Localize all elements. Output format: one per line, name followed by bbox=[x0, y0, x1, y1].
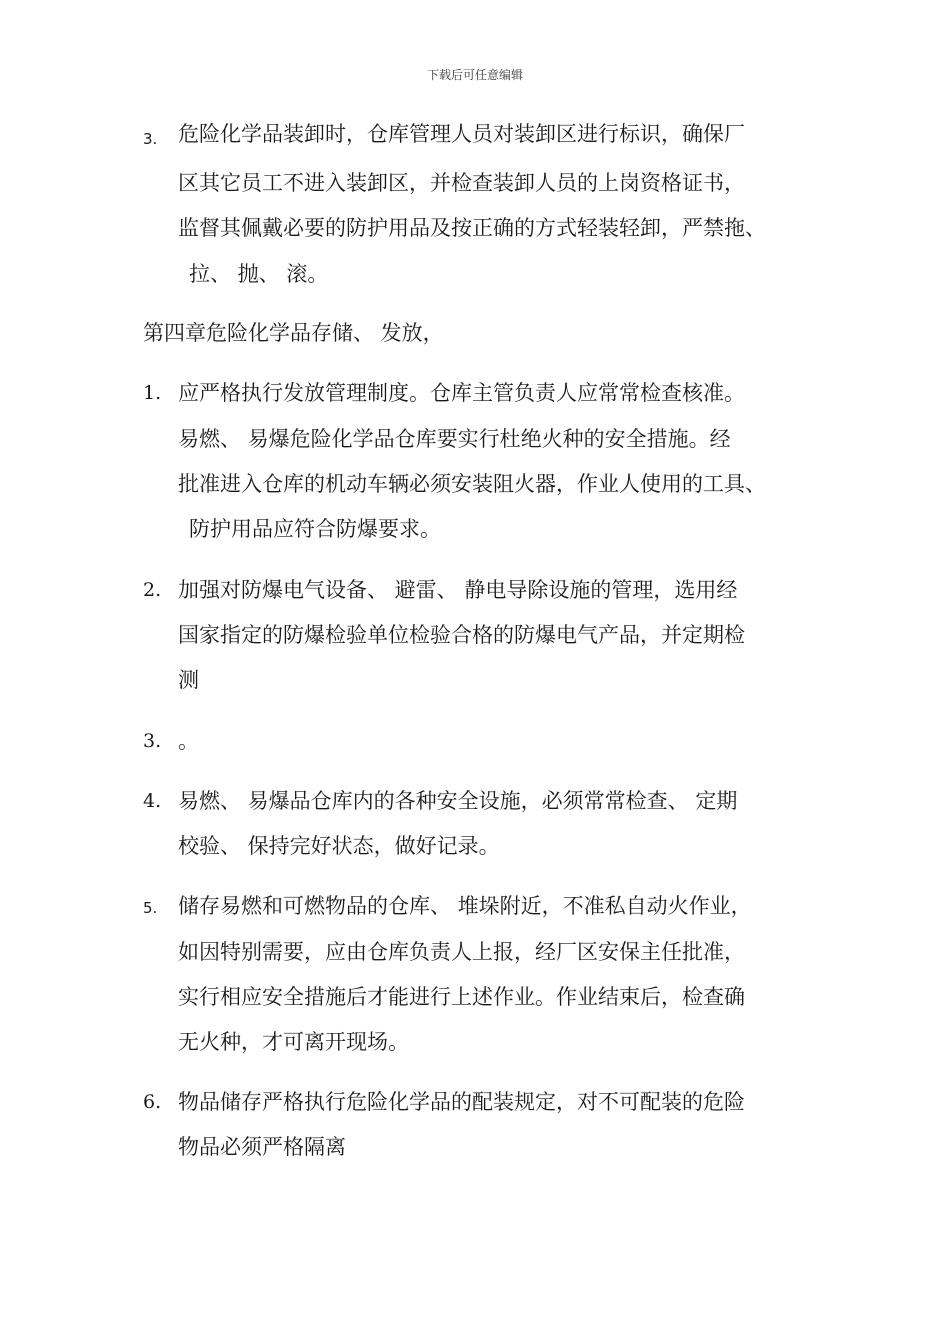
list-item-line: 校验、 保持完好状态，做好记录。 bbox=[178, 834, 500, 858]
list-item-line: 加强对防爆电气设备、 避雷、 静电导除设施的管理，选用经 bbox=[178, 578, 738, 602]
list-item-line: 实行相应安全措施后才能进行上述作业。作业结束后，检查确 bbox=[178, 985, 745, 1009]
list-item-number: 6. bbox=[143, 1091, 162, 1113]
chapter-heading: 第四章危险化学品存储、 发放， bbox=[143, 321, 444, 345]
list-item-line: 应严格执行发放管理制度。仓库主管负责人应常常检查核准。 bbox=[178, 381, 745, 405]
list-item-line: 国家指定的防爆检验单位检验合格的防爆电气产品，并定期检 bbox=[178, 623, 745, 647]
list-item-number: 4. bbox=[143, 790, 162, 812]
page-header: 下载后可任意编辑 bbox=[426, 68, 523, 82]
list-item-line: 。 bbox=[178, 729, 199, 753]
list-item-line: 储存易燃和可燃物品的仓库、 堆垛附近，不准私自动火作业， bbox=[178, 894, 752, 918]
item-text-line: 区其它员工不进入装卸区，并检查装卸人员的上岗资格证书， bbox=[178, 171, 745, 195]
list-item-line: 测 bbox=[178, 668, 199, 692]
list-item-line: 物品必须严格隔离 bbox=[178, 1135, 346, 1159]
item-text-line: 危险化学品装卸时，仓库管理人员对装卸区进行标识，确保厂 bbox=[178, 122, 745, 146]
list-item-number: 3. bbox=[143, 730, 162, 752]
list-item-line: 无火种，才可离开现场。 bbox=[178, 1030, 409, 1054]
list-item-line: 批准进入仓库的机动车辆必须安装阻火器，作业人使用的工具、 bbox=[178, 472, 766, 496]
list-item-line: 如因特别需要，应由仓库负责人上报，经厂区安保主任批准， bbox=[178, 940, 745, 964]
list-item-number: 1. bbox=[143, 382, 162, 404]
item-text-line: 监督其佩戴必要的防护用品及按正确的方式轻装轻卸，严禁拖、 bbox=[178, 216, 766, 240]
list-item-line: 防护用品应符合防爆要求。 bbox=[189, 517, 441, 541]
item-number: 3. bbox=[143, 130, 158, 148]
list-item-line: 易燃、 易爆品仓库内的各种安全设施，必须常常检查、 定期 bbox=[178, 789, 738, 813]
list-item-number: 5. bbox=[143, 899, 158, 917]
item-text-line: 拉、 抛、 滚。 bbox=[189, 262, 329, 286]
list-item-line: 易燃、 易爆危险化学品仓库要实行杜绝火种的安全措施。经 bbox=[178, 427, 731, 451]
list-item-line: 物品储存严格执行危险化学品的配装规定，对不可配装的危险 bbox=[178, 1090, 745, 1114]
list-item-number: 2. bbox=[143, 579, 162, 601]
